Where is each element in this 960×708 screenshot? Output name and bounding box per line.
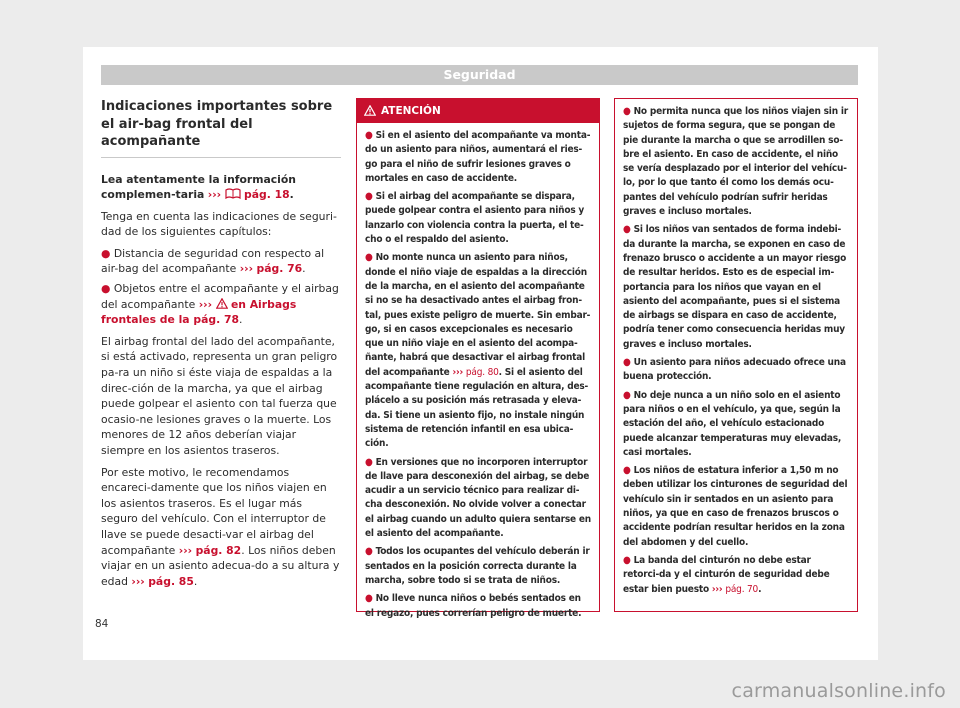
warning-icon bbox=[364, 105, 376, 116]
warning-body bbox=[357, 123, 599, 621]
page-link[interactable]: pág. 80 bbox=[465, 366, 499, 378]
list-item: ● No lleve nunca niños o bebés sentados en el regazo, pues correrían peligro de muerte. bbox=[365, 593, 582, 619]
page-link[interactable]: pág. 82 bbox=[195, 543, 242, 557]
book-icon bbox=[225, 188, 241, 199]
page-link[interactable]: pág. 76 bbox=[256, 262, 303, 276]
warning-box-right bbox=[614, 98, 858, 612]
page-link[interactable]: pág. 18 bbox=[244, 188, 290, 202]
left-column bbox=[101, 98, 341, 595]
warning-box-left bbox=[356, 98, 600, 619]
lead-paragraph: Lea atentamente la información complemen-taria ››› pág. 18. bbox=[101, 172, 296, 202]
intro-text: Tenga en cuenta las indicaciones de seguri-dad de los siguientes capítulos: bbox=[101, 209, 337, 239]
warning-body bbox=[615, 99, 857, 597]
section-title: Indicaciones importantes sobre el air-bag frontal del acompañante bbox=[101, 98, 341, 158]
page-number: 84 bbox=[95, 618, 109, 630]
list-item: ● Un asiento para niños adecuado ofrece una buena protección. bbox=[623, 357, 846, 383]
list-item: ● Distancia de seguridad con respecto al air-bag del acompañante ››› pág. 76. bbox=[101, 246, 325, 276]
list-item: ● No deje nunca a un niño solo en el asiento para niños o en el vehículo, ya que, según la estación del año, el vehículo estacionado puede alcanzar temperaturas muy elevadas, casi mortales. bbox=[623, 389, 842, 458]
list-item: ● No monte nunca un asiento para niños, donde el niño viaje de espaldas a la dirección de la marcha, en el asiento del acompañante si no se ha desactivado antes el airbag fron-tal, pues existe peligro de muerte. Sin embar-go, si en casos excepcionales es necesario que un niño viaje en el asiento del acompa-ñante, habrá que desactivar el airbag frontal del acompañante ››› pág. 80. Si el asiento del acompañante tiene regulación en altura, des-plácelo a su posición más retrasada y eleva-da. Si tiene un asiento fijo, no instale ningún sistema de retención infantil en esa ubica-ción. bbox=[365, 252, 591, 450]
list-item: ● Objetos entre el acompañante y el airbag del acompañante ››› en Airbags frontales de la pág. 78. bbox=[101, 282, 339, 327]
list-item: ● La banda del cinturón no debe estar retorci-da y el cinturón de seguridad debe estar bien puesto ››› pág. 70. bbox=[623, 554, 830, 595]
list-item: ● Si el airbag del acompañante se dispara, puede golpear contra el asiento para niños y lanzarlo con violencia contra la puerta, el te-cho o el respaldo del asiento. bbox=[365, 191, 585, 246]
body-paragraph: El airbag frontal del lado del acompañante, si está activado, representa un gran peligro pa-ra un niño si éste viaja de espaldas a la direc-ción de la marcha, ya que el airbag puede golpear el asiento con tal fuerza que ocasio-ne lesiones graves o la muerte. Los menores de 12 años deberían viajar siempre en los asientos traseros. bbox=[101, 334, 338, 457]
watermark: carmanualsonline.info bbox=[731, 680, 946, 702]
page-link[interactable]: pág. 70 bbox=[725, 583, 759, 595]
list-item: ● Todos los ocupantes del vehículo deberán ir sentados en la posición correcta durante la marcha, sobre todo si se trata de niños. bbox=[365, 546, 590, 586]
warning-icon bbox=[216, 298, 228, 309]
list-item: ● En versiones que no incorporen interruptor de llave para desconexión del airbag, se debe acudir a un servicio técnico para realizar di-cha desconexión. No olvide volver a conectar el airbag cuando un adulto quiera sentarse en el asiento del acompañante. bbox=[365, 456, 591, 540]
page-link[interactable]: pág. 85 bbox=[148, 574, 194, 588]
list-item: ● No permita nunca que los niños viajen sin ir sujetos de forma segura, que se pongan de pie durante la marcha o que se arrodillen so-bre el asiento. En caso de accidente, el niño se vería desplazado por el interior del vehícu-lo, por lo que tanto él como los demás ocu-pantes del vehículo podrían sufrir heridas graves e incluso mortales. bbox=[623, 106, 848, 218]
list-item: ● Si los niños van sentados de forma indebi-da durante la marcha, se exponen en caso de frenazo brusco o accidente a un mayor riesgo de resultar heridos. Esto es de especial im-portancia para los niños que vayan en el asiento del acompañante, pues si el sistema de airbags se dispara en caso de accidente, podría tener como consecuencia heridas muy graves e incluso mortales. bbox=[623, 224, 847, 350]
list-item: ● Los niños de estatura inferior a 1,50 m no deben utilizar los cinturones de seguridad del vehículo sin ir sentados en un asiento para niños, ya que en caso de frenazos bruscos o accidente podrían resultar heridos en la zona del abdomen y del cuello. bbox=[623, 465, 848, 548]
section-header: Seguridad bbox=[101, 65, 858, 85]
body-paragraph: Por este motivo, le recomendamos encareci-damente que los niños viajen en los asientos traseros. Es el lugar más seguro del vehículo. Con el interruptor de llave se puede desacti-var el airbag del acompañante ››› pág. 82. Los niños deben viajar en un asiento adecua-do a su altura y edad ››› pág. 85. bbox=[101, 465, 340, 588]
list-item: ● Si en el asiento del acompañante va monta-do un asiento para niños, aumentará el ries-go para el niño de sufrir lesiones graves o mortales en caso de accidente. bbox=[365, 130, 591, 184]
warning-label: ATENCIÓN bbox=[381, 105, 441, 117]
warning-header bbox=[357, 99, 599, 123]
page-link[interactable]: en Airbags frontales de la pág. 78 bbox=[101, 297, 297, 327]
